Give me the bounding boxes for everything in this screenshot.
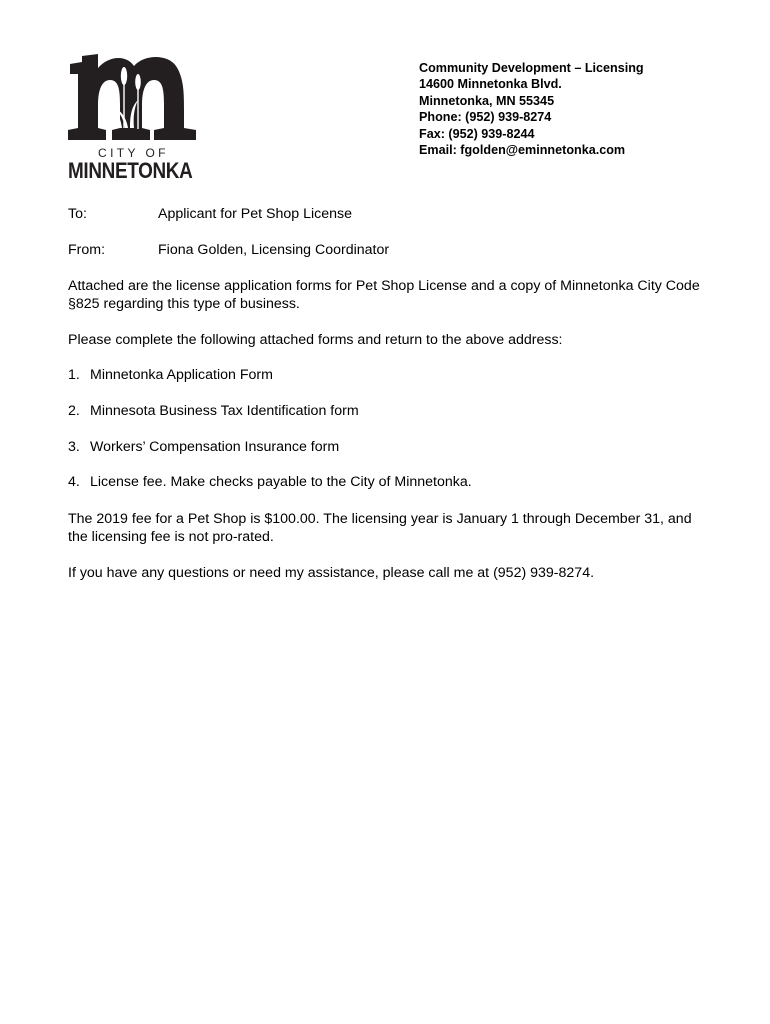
closing-paragraph: If you have any questions or need my assistance, please call me at (952) 939-8274. — [68, 565, 595, 581]
logo-city-name: MINNETONKA — [68, 158, 193, 183]
fee-paragraph: The 2019 fee for a Pet Shop is $100.00. The licensing year is January 1 through December 31, and the licensing fee is not pro-rated. — [68, 511, 692, 545]
minnetonka-m-cattail-icon — [68, 54, 202, 140]
memo-to-label: To: — [68, 206, 87, 222]
instruction-paragraph: Please complete the following attached forms and return to the above address: — [68, 332, 563, 348]
contact-city-state-zip: Minnetonka, MN 55345 — [419, 93, 555, 108]
contact-street: 14600 Minnetonka Blvd. — [419, 77, 562, 92]
contact-email: Email: fgolden@eminnetonka.com — [419, 143, 626, 158]
memo-from-value: Fiona Golden, Licensing Coordinator — [158, 242, 390, 258]
memo-to-value: Applicant for Pet Shop License — [158, 206, 353, 222]
list-item-text: Minnetonka Application Form — [90, 367, 273, 383]
logo-city-of-text: CITY OF — [98, 146, 169, 160]
intro-paragraph: Attached are the license application forms for Pet Shop License and a copy of Minnetonka City Code §825 regarding this type of business. — [68, 278, 700, 312]
list-item-text: Workers’ Compensation Insurance form — [90, 439, 340, 455]
memo-from-label: From: — [68, 242, 106, 258]
list-item-text: Minnesota Business Tax Identification form — [90, 403, 359, 419]
contact-department: Community Development – Licensing — [419, 61, 644, 75]
contact-fax: Fax: (952) 939-8244 — [419, 126, 535, 141]
list-item-number: 1. — [68, 367, 80, 383]
contact-address-block — [419, 60, 644, 158]
list-item-text: License fee. Make checks payable to the City of Minnetonka. — [90, 474, 472, 490]
city-logo — [68, 54, 202, 182]
list-item-number: 2. — [68, 403, 80, 419]
list-item-number: 3. — [68, 439, 80, 455]
contact-phone: Phone: (952) 939-8274 — [419, 110, 552, 125]
list-item-number: 4. — [68, 474, 80, 490]
